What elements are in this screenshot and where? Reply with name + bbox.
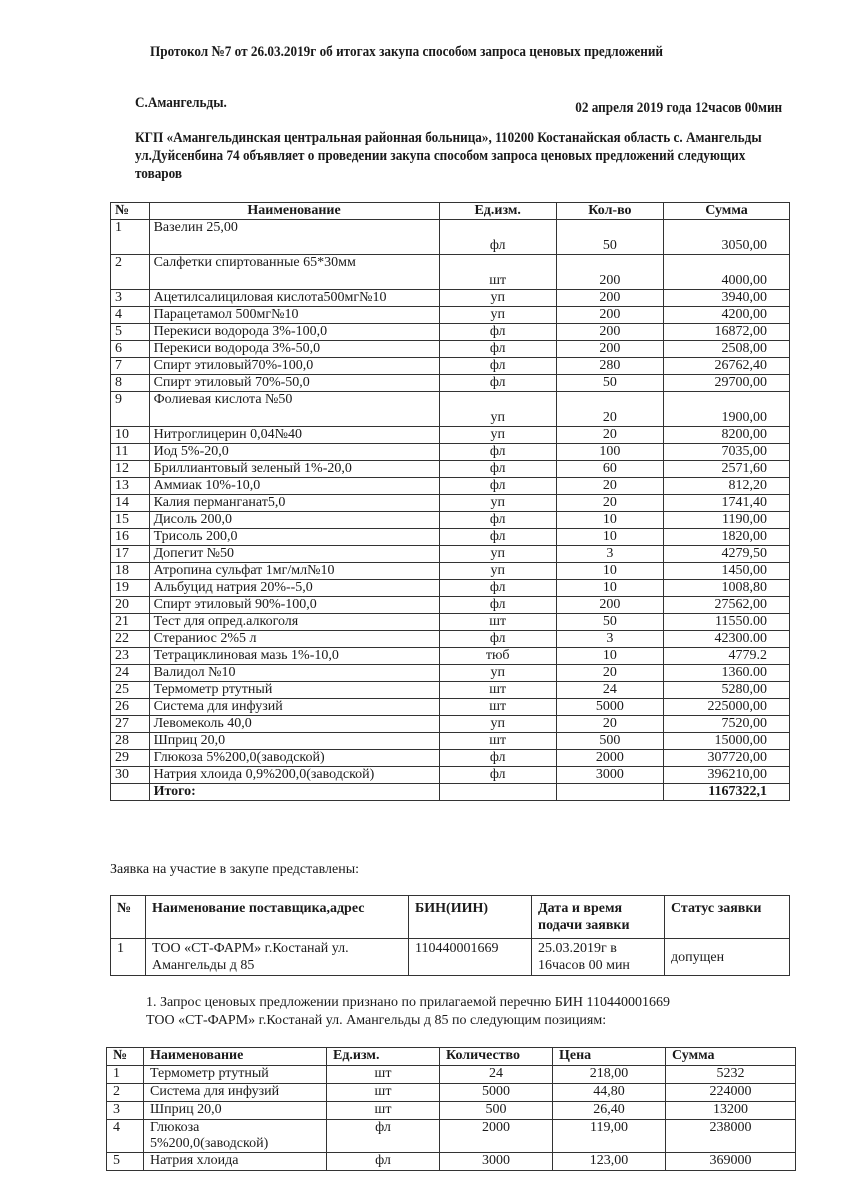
- item-sum: 396210,00: [664, 767, 790, 784]
- row-no: 20: [111, 597, 150, 614]
- item-unit: фл: [439, 324, 556, 341]
- item-name: Стераниос 2%5 л: [149, 631, 439, 648]
- item-qty: 20: [556, 478, 663, 495]
- goods-row: [111, 699, 790, 716]
- row-no: 10: [111, 427, 150, 444]
- res-name: Глюкоза 5%200,0(заводской): [144, 1120, 327, 1153]
- item-unit: шт: [439, 614, 556, 631]
- item-sum: 5280,00: [664, 682, 790, 699]
- result-row: [107, 1066, 796, 1084]
- item-name: Ацетилсалициловая кислота500мг№10: [149, 290, 439, 307]
- item-unit: фл: [439, 478, 556, 495]
- place-label: С.Амангельды.: [135, 95, 227, 111]
- item-sum: 3050,00: [664, 220, 790, 255]
- result-row: [107, 1153, 796, 1171]
- res-sum: 224000: [666, 1084, 796, 1102]
- item-unit: шт: [439, 255, 556, 290]
- res-name: Термометр ртутный: [144, 1066, 327, 1084]
- res-unit: фл: [327, 1120, 440, 1153]
- item-sum: 225000,00: [664, 699, 790, 716]
- item-name: Валидол №10: [149, 665, 439, 682]
- protocol-datetime: 02 апреля 2019 года 12часов 00мин: [575, 100, 782, 116]
- item-qty: 200: [556, 324, 663, 341]
- res-sum: 13200: [666, 1102, 796, 1120]
- item-name: Трисоль 200,0: [149, 529, 439, 546]
- item-qty: 3: [556, 631, 663, 648]
- goods-row: [111, 631, 790, 648]
- total-value: 1167322,1: [664, 784, 790, 801]
- item-unit: фл: [439, 631, 556, 648]
- item-sum: 3940,00: [664, 290, 790, 307]
- res-header-unit: Ед.изм.: [327, 1048, 440, 1066]
- item-qty: 50: [556, 614, 663, 631]
- applications-table-header: [111, 896, 790, 939]
- item-sum: 1741,40: [664, 495, 790, 512]
- goods-row: [111, 255, 790, 290]
- item-unit: фл: [439, 444, 556, 461]
- item-unit: тюб: [439, 648, 556, 665]
- item-sum: 2508,00: [664, 341, 790, 358]
- item-sum: 11550.00: [664, 614, 790, 631]
- item-unit: фл: [439, 597, 556, 614]
- goods-row: [111, 682, 790, 699]
- row-no: 5: [111, 324, 150, 341]
- item-name: Тест для опред.алкоголя: [149, 614, 439, 631]
- goods-row: [111, 461, 790, 478]
- item-qty: 10: [556, 580, 663, 597]
- item-qty: 10: [556, 529, 663, 546]
- item-unit: уп: [439, 427, 556, 444]
- item-name: Парацетамол 500мг№10: [149, 307, 439, 324]
- row-no: 12: [111, 461, 150, 478]
- res-sum: 5232: [666, 1066, 796, 1084]
- item-name: Левомеколь 40,0: [149, 716, 439, 733]
- item-unit: фл: [439, 750, 556, 767]
- res-qty: 3000: [440, 1153, 553, 1171]
- item-qty: 20: [556, 665, 663, 682]
- row-no: 13: [111, 478, 150, 495]
- item-unit: фл: [439, 767, 556, 784]
- row-no: 26: [111, 699, 150, 716]
- row-no: 22: [111, 631, 150, 648]
- header-unit: Ед.изм.: [439, 203, 556, 220]
- res-price: 26,40: [553, 1102, 666, 1120]
- item-qty: 20: [556, 427, 663, 444]
- item-unit: фл: [439, 580, 556, 597]
- applications-intro: Заявка на участие в закупе представлены:: [110, 862, 360, 877]
- item-qty: 50: [556, 220, 663, 255]
- goods-row: [111, 427, 790, 444]
- item-unit: фл: [439, 512, 556, 529]
- res-name: Натрия хлоида: [144, 1153, 327, 1171]
- item-qty: 200: [556, 255, 663, 290]
- item-name: Перекиси водорода 3%-100,0: [149, 324, 439, 341]
- item-name: Тетрациклиновая мазь 1%-10,0: [149, 648, 439, 665]
- intro-paragraph: КГП «Амангельдинская центральная районная больница», 110200 Костанайская область с. Амангельды ул.Дуйсенбина 74 объявляет о проведении закупа способом запроса ценовых предложений следующих товаров: [135, 130, 762, 182]
- item-name: Спирт этиловый 90%-100,0: [149, 597, 439, 614]
- item-qty: 200: [556, 341, 663, 358]
- result-row: [107, 1120, 796, 1153]
- goods-row: [111, 444, 790, 461]
- item-sum: 1820,00: [664, 529, 790, 546]
- goods-table-header: [111, 203, 790, 220]
- item-qty: 200: [556, 290, 663, 307]
- res-header-no: №: [107, 1048, 144, 1066]
- goods-row: [111, 307, 790, 324]
- goods-row: [111, 495, 790, 512]
- item-name: Атропина сульфат 1мг/мл№10: [149, 563, 439, 580]
- item-unit: уп: [439, 290, 556, 307]
- goods-row: [111, 220, 790, 255]
- goods-row: [111, 358, 790, 375]
- goods-row: [111, 290, 790, 307]
- item-qty: 10: [556, 648, 663, 665]
- item-name: Альбуцид натрия 20%--5,0: [149, 580, 439, 597]
- result-table: [106, 1047, 796, 1171]
- app-bin: 110440001669: [409, 939, 532, 976]
- goods-row: [111, 648, 790, 665]
- res-header-sum: Сумма: [666, 1048, 796, 1066]
- item-unit: уп: [439, 392, 556, 427]
- item-qty: 280: [556, 358, 663, 375]
- item-sum: 42300.00: [664, 631, 790, 648]
- row-no: 25: [111, 682, 150, 699]
- row-no: 2: [111, 255, 150, 290]
- item-unit: фл: [439, 220, 556, 255]
- item-name: Дисоль 200,0: [149, 512, 439, 529]
- item-name: Фолиевая кислота №50: [149, 392, 439, 427]
- header-name: Наименование: [149, 203, 439, 220]
- item-qty: 200: [556, 597, 663, 614]
- item-qty: 3000: [556, 767, 663, 784]
- goods-row: [111, 665, 790, 682]
- item-qty: 20: [556, 716, 663, 733]
- item-sum: 4000,00: [664, 255, 790, 290]
- item-unit: уп: [439, 563, 556, 580]
- res-price: 119,00: [553, 1120, 666, 1153]
- res-sum: 238000: [666, 1120, 796, 1153]
- row-no: 6: [111, 341, 150, 358]
- item-qty: 24: [556, 682, 663, 699]
- item-sum: 4200,00: [664, 307, 790, 324]
- row-no: 29: [111, 750, 150, 767]
- row-no: 3: [111, 290, 150, 307]
- item-name: Система для инфузий: [149, 699, 439, 716]
- item-unit: уп: [439, 495, 556, 512]
- goods-row: [111, 324, 790, 341]
- result-row: [107, 1102, 796, 1120]
- app-header-bin: БИН(ИИН): [409, 896, 532, 939]
- item-unit: фл: [439, 461, 556, 478]
- item-unit: шт: [439, 682, 556, 699]
- res-no: 3: [107, 1102, 144, 1120]
- item-sum: 8200,00: [664, 427, 790, 444]
- res-price: 44,80: [553, 1084, 666, 1102]
- app-header-no: №: [111, 896, 146, 939]
- goods-row: [111, 341, 790, 358]
- item-sum: 812,20: [664, 478, 790, 495]
- app-supplier: ТОО «СТ-ФАРМ» г.Костанай ул. Амангельды д 85: [146, 939, 409, 976]
- goods-row: [111, 546, 790, 563]
- row-no: 24: [111, 665, 150, 682]
- item-sum: 4279,50: [664, 546, 790, 563]
- result-table-header: [107, 1048, 796, 1066]
- item-qty: 20: [556, 495, 663, 512]
- item-name: Шприц 20,0: [149, 733, 439, 750]
- res-no: 5: [107, 1153, 144, 1171]
- res-qty: 2000: [440, 1120, 553, 1153]
- item-qty: 10: [556, 512, 663, 529]
- res-price: 218,00: [553, 1066, 666, 1084]
- decision-line-2: ТОО «СТ-ФАРМ» г.Костанай ул. Амангельды д 85 по следующим позициям:: [146, 1013, 607, 1028]
- item-qty: 10: [556, 563, 663, 580]
- res-name: Шприц 20,0: [144, 1102, 327, 1120]
- goods-row: [111, 580, 790, 597]
- item-name: Калия перманганат5,0: [149, 495, 439, 512]
- app-header-supplier: Наименование поставщика,адрес: [146, 896, 409, 939]
- item-sum: 27562,00: [664, 597, 790, 614]
- row-no: 19: [111, 580, 150, 597]
- item-sum: 4779.2: [664, 648, 790, 665]
- row-no: 21: [111, 614, 150, 631]
- item-sum: 1360.00: [664, 665, 790, 682]
- item-name: Вазелин 25,00: [149, 220, 439, 255]
- app-header-date: Дата и время подачи заявки: [532, 896, 665, 939]
- item-sum: 16872,00: [664, 324, 790, 341]
- row-no: 17: [111, 546, 150, 563]
- item-name: Нитроглицерин 0,04№40: [149, 427, 439, 444]
- row-no: 16: [111, 529, 150, 546]
- total-row: [111, 784, 790, 801]
- item-qty: 500: [556, 733, 663, 750]
- goods-row: [111, 597, 790, 614]
- item-name: Спирт этиловый70%-100,0: [149, 358, 439, 375]
- res-unit: шт: [327, 1066, 440, 1084]
- item-name: Глюкоза 5%200,0(заводской): [149, 750, 439, 767]
- item-name: Натрия хлоида 0,9%200,0(заводской): [149, 767, 439, 784]
- res-unit: шт: [327, 1084, 440, 1102]
- item-qty: 2000: [556, 750, 663, 767]
- header-sum: Сумма: [664, 203, 790, 220]
- row-no: 30: [111, 767, 150, 784]
- item-qty: 100: [556, 444, 663, 461]
- application-row: [111, 939, 790, 976]
- item-sum: 1900,00: [664, 392, 790, 427]
- row-no: 9: [111, 392, 150, 427]
- result-row: [107, 1084, 796, 1102]
- res-header-qty: Количество: [440, 1048, 553, 1066]
- row-no: 18: [111, 563, 150, 580]
- item-name: Иод 5%-20,0: [149, 444, 439, 461]
- item-qty: 50: [556, 375, 663, 392]
- item-unit: уп: [439, 665, 556, 682]
- goods-row: [111, 614, 790, 631]
- goods-row: [111, 375, 790, 392]
- document-title: Протокол №7 от 26.03.2019г об итогах закупа способом запроса ценовых предложений: [150, 44, 664, 60]
- goods-row: [111, 529, 790, 546]
- item-unit: фл: [439, 358, 556, 375]
- item-unit: уп: [439, 307, 556, 324]
- item-sum: 15000,00: [664, 733, 790, 750]
- res-unit: фл: [327, 1153, 440, 1171]
- total-label: Итого:: [149, 784, 439, 801]
- row-no: 7: [111, 358, 150, 375]
- goods-row: [111, 767, 790, 784]
- header-qty: Кол-во: [556, 203, 663, 220]
- res-name: Система для инфузий: [144, 1084, 327, 1102]
- row-no: 14: [111, 495, 150, 512]
- res-no: 4: [107, 1120, 144, 1153]
- app-no: 1: [111, 939, 146, 976]
- row-no: 23: [111, 648, 150, 665]
- row-no: 1: [111, 220, 150, 255]
- item-name: Спирт этиловый 70%-50,0: [149, 375, 439, 392]
- item-sum: 26762,40: [664, 358, 790, 375]
- res-unit: шт: [327, 1102, 440, 1120]
- item-sum: 1190,00: [664, 512, 790, 529]
- item-unit: шт: [439, 699, 556, 716]
- item-qty: 200: [556, 307, 663, 324]
- res-header-name: Наименование: [144, 1048, 327, 1066]
- row-no: 15: [111, 512, 150, 529]
- item-unit: шт: [439, 733, 556, 750]
- goods-row: [111, 716, 790, 733]
- item-name: Термометр ртутный: [149, 682, 439, 699]
- res-price: 123,00: [553, 1153, 666, 1171]
- decision-line-1: 1. Запрос ценовых предложении признано по прилагаемой перечню БИН 110440001669: [146, 995, 670, 1010]
- item-sum: 29700,00: [664, 375, 790, 392]
- item-name: Бриллиантовый зеленый 1%-20,0: [149, 461, 439, 478]
- applications-table: [110, 895, 790, 976]
- row-no: 28: [111, 733, 150, 750]
- item-qty: 5000: [556, 699, 663, 716]
- res-no: 1: [107, 1066, 144, 1084]
- app-status: допущен: [665, 939, 790, 976]
- res-qty: 24: [440, 1066, 553, 1084]
- item-unit: уп: [439, 716, 556, 733]
- item-unit: уп: [439, 546, 556, 563]
- item-sum: 1450,00: [664, 563, 790, 580]
- item-name: Аммиак 10%-10,0: [149, 478, 439, 495]
- item-sum: 307720,00: [664, 750, 790, 767]
- item-name: Салфетки спиртованные 65*30мм: [149, 255, 439, 290]
- item-sum: 7035,00: [664, 444, 790, 461]
- goods-row: [111, 733, 790, 750]
- res-qty: 5000: [440, 1084, 553, 1102]
- app-header-status: Статус заявки: [665, 896, 790, 939]
- goods-row: [111, 512, 790, 529]
- goods-row: [111, 478, 790, 495]
- row-no: 8: [111, 375, 150, 392]
- app-date: 25.03.2019г в 16часов 00 мин: [532, 939, 665, 976]
- decision-text: [146, 994, 670, 1030]
- item-qty: 20: [556, 392, 663, 427]
- res-header-price: Цена: [553, 1048, 666, 1066]
- row-no: 4: [111, 307, 150, 324]
- item-name: Допегит №50: [149, 546, 439, 563]
- goods-row: [111, 392, 790, 427]
- goods-row: [111, 750, 790, 767]
- res-qty: 500: [440, 1102, 553, 1120]
- item-qty: 60: [556, 461, 663, 478]
- row-no: 27: [111, 716, 150, 733]
- goods-row: [111, 563, 790, 580]
- item-sum: 7520,00: [664, 716, 790, 733]
- item-qty: 3: [556, 546, 663, 563]
- res-sum: 369000: [666, 1153, 796, 1171]
- item-unit: фл: [439, 529, 556, 546]
- item-unit: фл: [439, 375, 556, 392]
- item-sum: 2571,60: [664, 461, 790, 478]
- header-no: №: [111, 203, 150, 220]
- item-sum: 1008,80: [664, 580, 790, 597]
- row-no: 11: [111, 444, 150, 461]
- item-name: Перекиси водорода 3%-50,0: [149, 341, 439, 358]
- goods-table: [110, 202, 790, 801]
- res-no: 2: [107, 1084, 144, 1102]
- item-unit: фл: [439, 341, 556, 358]
